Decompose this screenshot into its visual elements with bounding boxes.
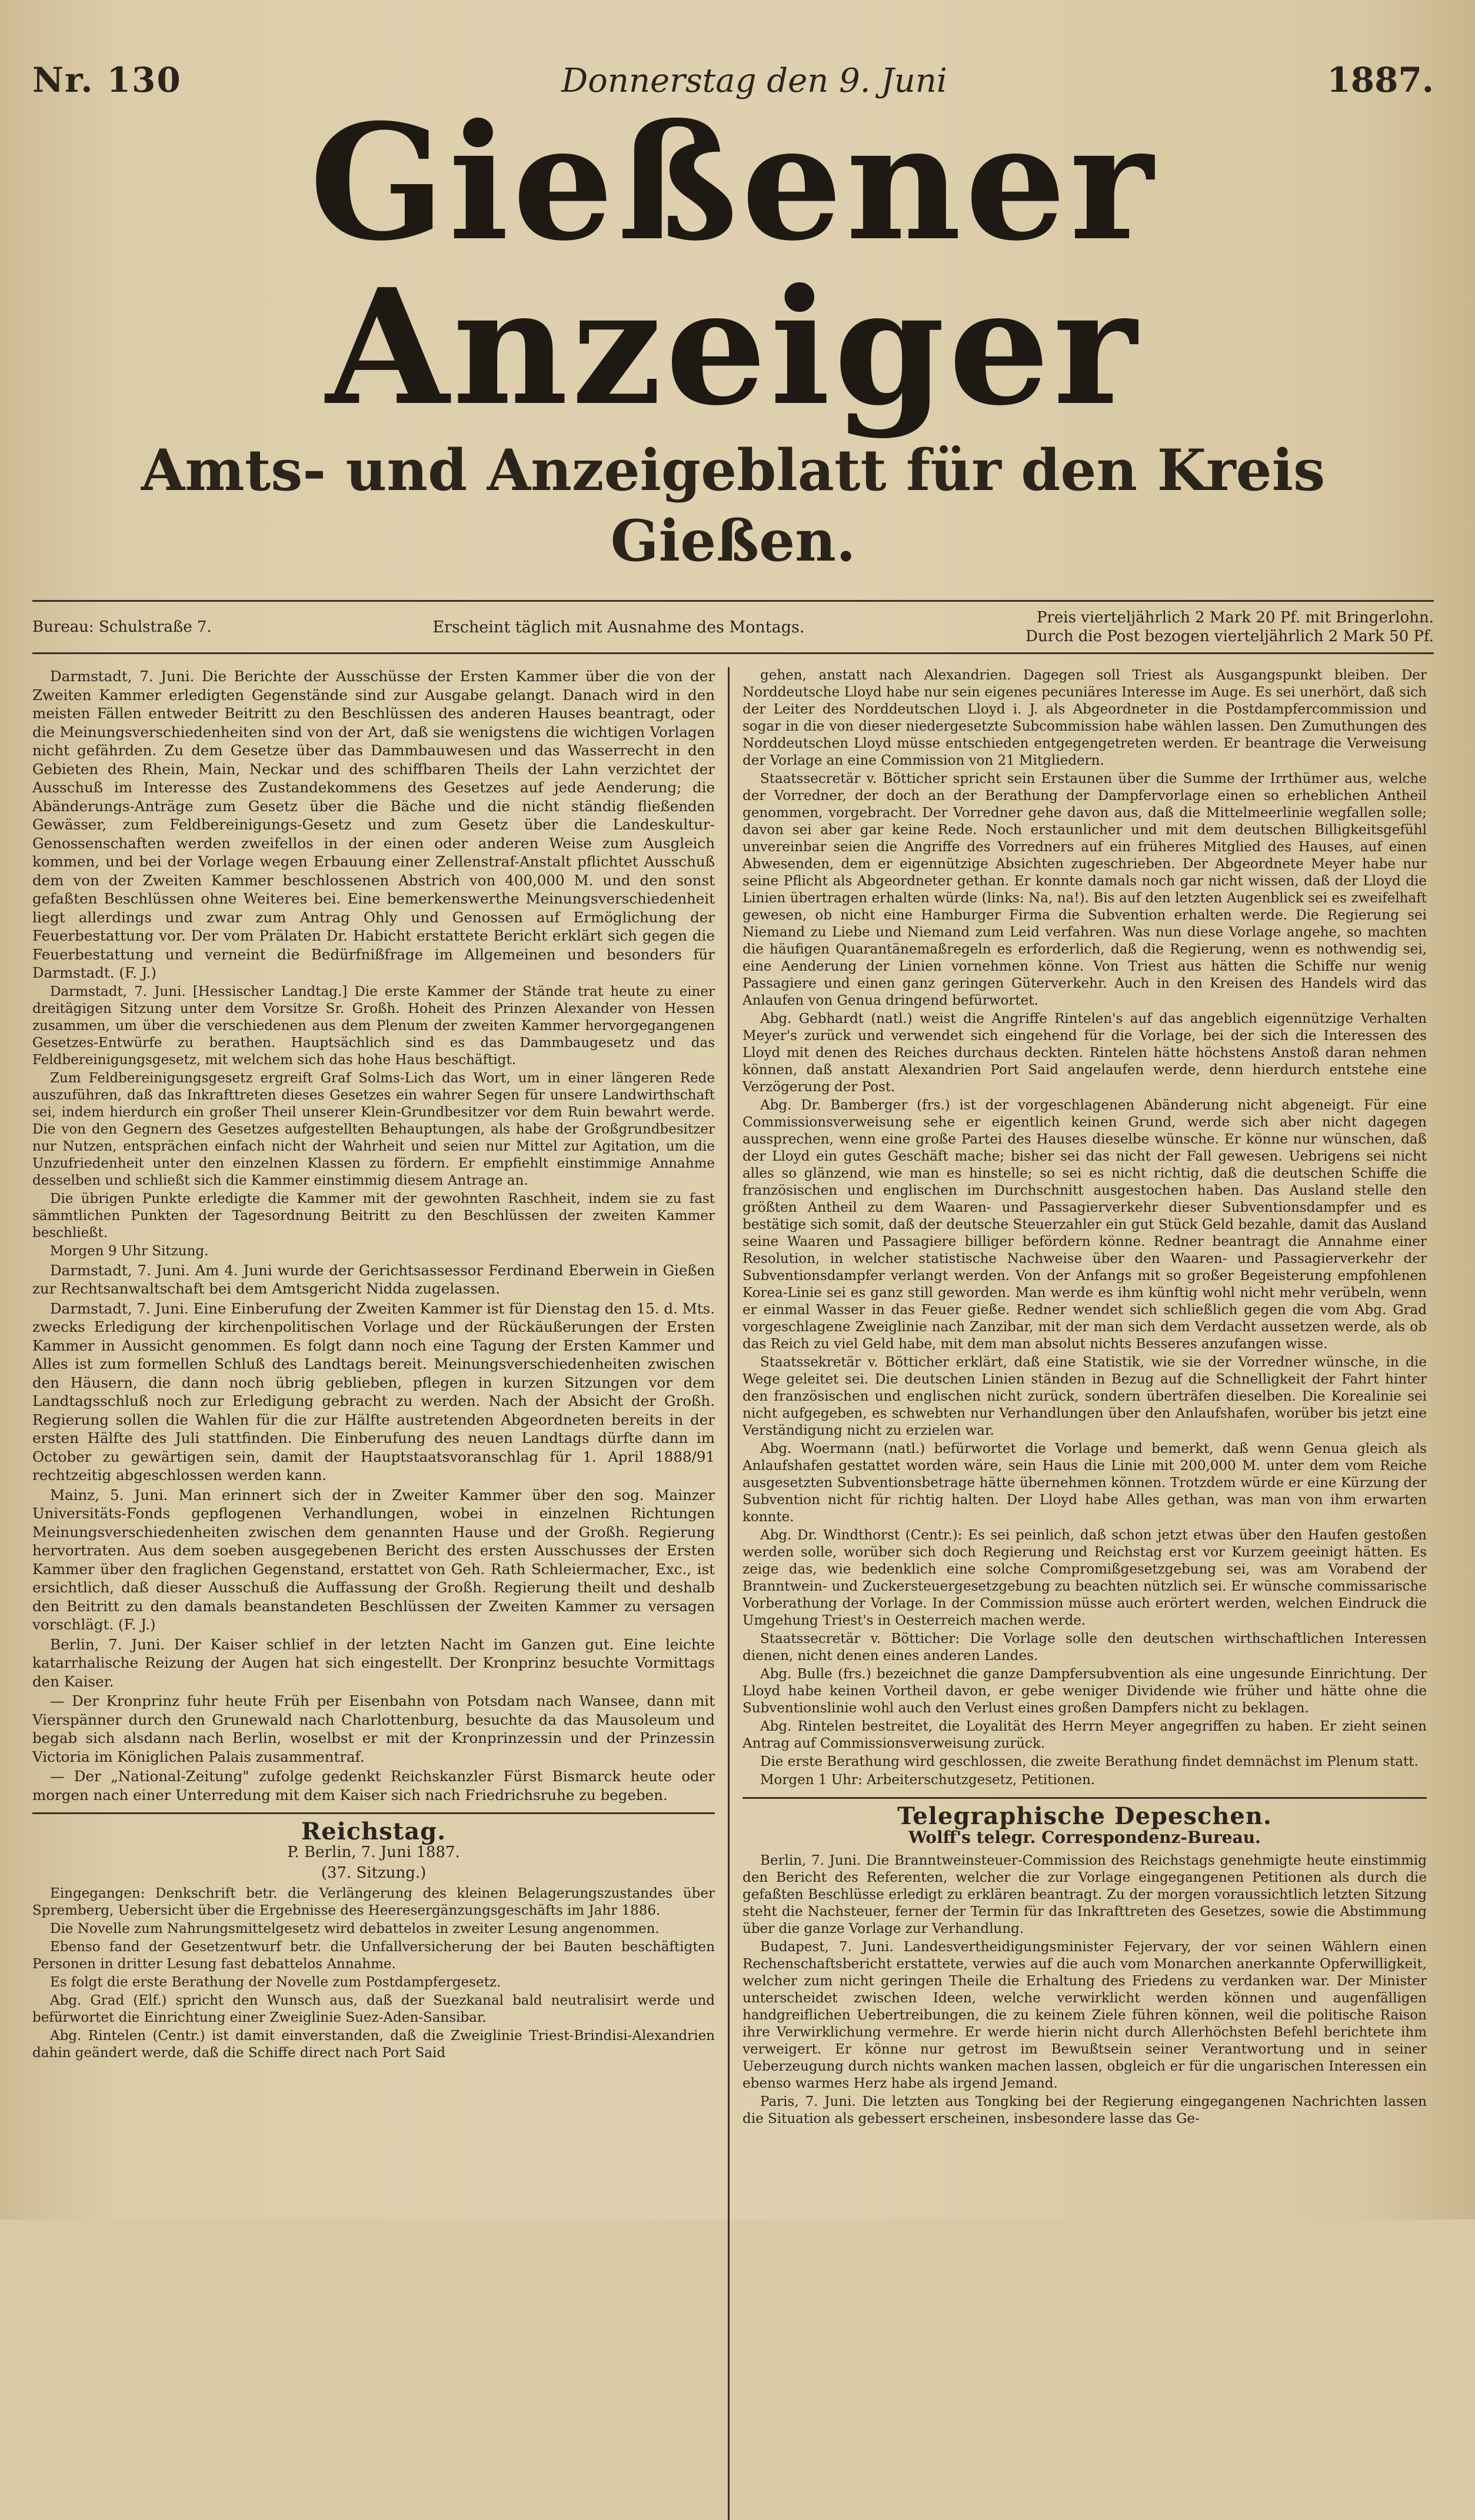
article-paragraph: Abg. Woermann (natl.) befürwortet die Vorlage und bemerkt, daß wenn Genua gleich als Anlaufshafen gestattet worden wäre, sein Haus die Linie mit 200,000 M. unter dem vom Reiche ausgesetzten Subventionsbetrage hätte übernehmen können. Trotzdem würde er eine Kürzung der Subvention nicht für richtig halten. Der Lloyd habe Alles gethan, was man von ihm erwarten konnte. [743, 1441, 1427, 1525]
article-paragraph: Darmstadt, 7. Juni. Die Berichte der Ausschüsse der Ersten Kammer über die von der Zweiten Kammer erledigten Gegenstände sind zur Ausgabe gelangt. Danach wird in den meisten Fällen entweder Beitritt zu den Beschlüssen des anderen Hauses beantragt, oder die Meinungsverschiedenheiten sind von der Art, daß sie wenigstens die wichtigen Vorlagen nicht gefährden. Zu dem Gesetze über das Dammbauwesen und das Wasserrecht in den Gebieten des Rhein, Main, Neckar und des schiffbaren Theils der Lahn verzichtet der Ausschuß im Interesse des Zustandekommens des Gesetzes auf jede Aenderung; die Abänderungs-Anträge zum Gesetz über die Bäche und die nicht ständig fließenden Gewässer, zum Feldbereinigungs-Gesetz und zum Gesetz über die Landeskultur-Genossenschaften werden zweifellos in der einen oder anderen Weise zum Ausgleich kommen, und bei der Vorlage wegen Erbauung einer Zellenstraf-Anstalt pflichtet Ausschuß dem von der Zweiten Kammer beschlossenen Abstrich von 400,000 M. und den sonst gefaßten Beschlüssen ohne Weiteres bei. Eine bemerkenswerthe Meinungsverschiedenheit liegt allerdings und zwar zum Antrag Ohly und Genossen auf Ermöglichung der Feuerbestattung vor. Der vom Prälaten Dr. Habicht erstattete Bericht erklärt sich gegen die Feuerbestattung und verneint die Bedürfnißfrage im Allgemeinen und besonders für Darmstadt. (F. J.) [32, 668, 715, 981]
issue-number: Nr. 130 [32, 60, 182, 100]
article-paragraph: Zum Feldbereinigungsgesetz ergreift Graf Solms-Lich das Wort, um in einer längeren Rede auszuführen, daß das Inkrafttreten dieses Gesetzes ein wahrer Segen für unsere Landwirthschaft sei, indem hierdurch ein großer Theil unserer Klein-Grundbesitzer vor dem Ruin bewahrt werde. Die von den Gegnern des Gesetzes aufgestellten Behauptungen, als habe der Großgrundbesitzer nur Nutzen, entsprächen einfach nicht der Wahrheit und seien nur Mittel zur Agitation, um die Unzufriedenheit unter den einzelnen Klassen zu fördern. Er empfiehlt einstimmige Annahme desselben und schließt sich die Kammer einstimmig diesem Antrage an. [32, 1070, 715, 1188]
reichstag-heading: Reichstag. [301, 1818, 447, 1845]
article-paragraph: Budapest, 7. Juni. Landesvertheidigungsminister Fejervary, der vor seinen Wählern einen Rechenschaftsbericht erstattete, verwies auf die auch vom Monarchen anerkannte Opferwilligkeit, welcher zum nicht geringen Theile die Erhaltung des Friedens zu verdanken war. Der Minister unterscheidet zwischen Ideen, welche verwirklicht werden können und augenfälligen handgreiflichen Uebertreibungen, die zu keinem Ziele führen können, weil die politische Raison ihre Verwirklichung vermehre. Er werde hierin nicht durch Allerhöchsten Befehl berichtete ihm verweigert. Er könne nur getrost im Bewußtsein seiner Verantwortung und in seiner Ueberzeugung durch nichts wanken machen lassen, obgleich er für die ungarischen Interessen ein ebenso warmes Herz habe als irgend Jemand. [743, 1939, 1427, 2091]
left-column [32, 667, 730, 2520]
article-paragraph: Staatssecretär v. Bötticher: Die Vorlage solle den deutschen wirthschaftlichen Interessen dienen, nicht denen eines anderen Landes. [743, 1631, 1427, 1664]
bureau-address: Bureau: Schulstraße 7. [32, 618, 212, 636]
article-paragraph: Staatssecretär v. Bötticher spricht sein Erstaunen über die Summe der Irrthümer aus, welche der Vorredner, der doch an der Berathung der Dampfervorlage einen so erheblichen Antheil genommen, vorgebracht. Der Vorredner gehe davon aus, daß die Mittelmeerlinie wegfallen solle; davon sei aber gar keine Rede. Noch erstaunlicher und mit dem deutschen Billigkeitsgefühl unvereinbar seien die Angriffe des Vorredners auf ein früheres Mitglied des Hauses, auf einen Abwesenden, dem er eigennützige Absichten zugeschrieben. Der Abgeordnete Meyer habe nur seine Pflicht als Abgeordneter gethan. Er konnte damals noch gar nicht wissen, daß der Lloyd die Linien übertragen erhalten würde (links: Na, na!). Bis auf den letzten Augenblick sei es zweifelhaft gewesen, ob nicht eine Hamburger Firma die Subvention erhalten werde. Die Regierung sei Niemand zu Liebe und Niemand zum Leid verfahren. Was nun diese Vorlage angehe, so machten die häufigen Quarantänemaßregeln es erforderlich, daß die Regierung, wenn es nothwendig sei, eine Aenderung der Linien vornehmen könne. Von Triest aus hätten die Schiffe nur wenig Passagiere und einen ganz geringen Güterverkehr. Auch in den Kreisen des Handels wird das Anlaufen von Genua dringend befürwortet. [743, 771, 1427, 1008]
article-paragraph: Mainz, 5. Juni. Man erinnert sich der in Zweiter Kammer über den sog. Mainzer Universitäts-Fonds gepflogenen Verhandlungen, wobei in einzelnen Richtungen Meinungsverschiedenheiten zwischen dem genannten Hause und der Großh. Regierung hervortraten. Aus dem soeben ausgegebenen Bericht des ersten Ausschusses der Ersten Kammer über den fraglichen Gegenstand, erstattet von Geh. Rath Schleiermacher, Exc., ist ersichtlich, daß dieser Ausschuß die Auffassung der Großh. Regierung theilt und deshalb den Beitritt zu den damals beanstandeten Beschlüssen der Zweiten Kammer zu versagen vorschlägt. (F. J.) [32, 1486, 715, 1633]
article-paragraph: Berlin, 7. Juni. Der Kaiser schlief in der letzten Nacht im Ganzen gut. Eine leichte katarrhalische Reizung der Augen hat sich eingestellt. Der Kronprinz besuchte Vormittags den Kaiser. [32, 1635, 715, 1690]
article-paragraph: Darmstadt, 7. Juni. [Hessischer Landtag.] Die erste Kammer der Stände trat heute zu einer dreitägigen Sitzung unter dem Vorsitze Sr. Großh. Hoheit des Prinzen Alexander von Hessen zusammen, um über die verschiedenen aus dem Plenum der zweiten Kammer hervorgegangenen Gesetzes-Entwürfe zu berathen. Hauptsächlich sind es das Dammbaugesetz und das Feldbereinigungsgesetz, mit welchem sich das hohe Haus beschäftigt. [32, 984, 715, 1068]
article-paragraph: Berlin, 7. Juni. Die Branntweinsteuer-Commission des Reichstags genehmigte heute einstimmig den Bericht des Referenten, welcher die zur Vorlage eingegangenen Petitionen als durch die gefaßten Beschlüsse erledigt zu erklären beantragt. Zu der morgen voraussichtlich letzten Sitzung steht die Nachsteuer, ferner der Termin für das Inkrafttreten des Gesetzes, sowie die Abstimmung über die ganze Vorlage zur Verhandlung. [743, 1853, 1427, 1936]
article-paragraph: Paris, 7. Juni. Die letzten aus Tongking bei der Regierung eingegangenen Nachrichten lassen die Situation als gebessert erscheinen, insbesondere lasse das Ge- [743, 2094, 1427, 2126]
article-paragraph: Morgen 9 Uhr Sitzung. [50, 1243, 209, 1259]
issue-year: 1887. [1327, 60, 1434, 100]
article-paragraph: Morgen 1 Uhr: Arbeiterschutzgesetz, Petitionen. [760, 1772, 1096, 1788]
article-paragraph: — Der Kronprinz fuhr heute Früh per Eisenbahn von Potsdam nach Wansee, dann mit Vierspänner durch den Grunewald nach Charlottenburg, besuchte da das Mausoleum und begab sich alsdann nach Berlin, woselbst er mit der Kronprinzessin und der Prinzessin Victoria im Königlichen Palais zusammentraf. [32, 1692, 715, 1765]
reichstag-session: (37. Sitzung.) [321, 1864, 427, 1882]
masthead-subtitle: Amts- und Anzeigeblatt für den Kreis Gießen. [141, 437, 1326, 574]
price-line-2: Durch die Post bezogen vierteljährlich 2 Mark 50 Pf. [1025, 628, 1434, 645]
article-paragraph: Die Novelle zum Nahrungsmittelgesetz wird debattelos in zweiter Lesung angenommen. [50, 1921, 660, 1936]
article-paragraph: Eingegangen: Denkschrift betr. die Verlängerung des kleinen Belagerungszustandes über Spremberg, Uebersicht über die Ergebnisse des Heeresergänzungsgeschäfts im Jahr 1886. [32, 1885, 715, 1918]
publication-frequency: Erscheint täglich mit Ausnahme des Montags. [432, 618, 805, 636]
article-paragraph: Staatssekretär v. Bötticher erklärt, daß eine Statistik, wie sie der Vorredner wünsche, in die Wege geleitet sei. Die deutschen Linien ständen in Bezug auf die Schnelligkeit der Fahrt hinter den französischen und englischen nicht zurück, sondern überträfen dieselben. Die Korealinie sei nicht aufgegeben, es schwebten nur Verhandlungen über den Anlaufshafen, worüber bis jetzt eine Verständigung nicht zu erzielen war. [743, 1355, 1427, 1438]
masthead-title: Gießener Anzeiger [309, 89, 1157, 441]
columns [32, 667, 1434, 2520]
info-row [32, 600, 1434, 654]
price-info [1025, 608, 1434, 646]
section-divider [32, 1812, 715, 1814]
article-paragraph: — Der „National-Zeitung" zufolge gedenkt Reichskanzler Fürst Bismarck heute oder morgen nach einer Unterredung mit dem Kaiser sich nach Friedrichsruhe zu begeben. [32, 1768, 715, 1804]
article-paragraph: gehen, anstatt nach Alexandrien. Dagegen soll Triest als Ausgangspunkt bleiben. Der Norddeutsche Lloyd habe nur sein eigenes pecuniäres Interesse im Auge. Es sei unerhört, daß sich der Leiter des Norddeutschen Lloyd i. J. als Abgeordneter in die Postdampfercommission und sogar in die von dieser niedergesetzte Subcommission habe wählen lassen. Den Zumuthungen des Norddeutschen Lloyd müsse entschieden entgegengetreten werden. Er beantrage die Verweisung der Vorlage an eine Commission von 21 Mitgliedern. [743, 668, 1427, 768]
issue-date: Donnerstag den 9. Juni [561, 62, 947, 100]
telegrams-heading: Telegraphische Depeschen. [897, 1802, 1272, 1830]
article-paragraph: Abg. Bulle (frs.) bezeichnet die ganze Dampfersubvention als eine ungesunde Einrichtung. Der Lloyd habe keinen Vortheil davon, er gebe weniger Dividende wie früher und hätte ohne die Subventionslinie wohl auch den Verlust eines großen Dampfers nicht zu beklagen. [743, 1666, 1427, 1716]
price-line-1: Preis vierteljährlich 2 Mark 20 Pf. mit Bringerlohn. [1036, 609, 1434, 626]
reichstag-dateline: P. Berlin, 7. Juni 1887. [287, 1843, 460, 1861]
telegrams-agency: Wolff's telegr. Correspondenz-Bureau. [908, 1827, 1261, 1847]
article-paragraph: Darmstadt, 7. Juni. Am 4. Juni wurde der Gerichtsassessor Ferdinand Eberwein in Gießen zur Rechtsanwaltschaft bei dem Amtsgericht Nidda zugelassen. [32, 1261, 715, 1297]
article-paragraph: Die erste Berathung wird geschlossen, die zweite Berathung findet demnächst im Plenum statt. [760, 1754, 1419, 1769]
article-paragraph: Die übrigen Punkte erledigte die Kammer mit der gewohnten Raschheit, indem sie zu fast sämmtlichen Punkten der Tagesordnung Beitritt zu den Beschlüssen der zweiten Kammer beschließt. [32, 1191, 715, 1241]
article-paragraph: Es folgt die erste Berathung der Novelle zum Postdampfergesetz. [50, 1974, 501, 1990]
article-paragraph: Abg. Dr. Bamberger (frs.) ist der vorgeschlagenen Abänderung nicht abgeneigt. Für eine Commissionsverweisung sehe er eigentlich keinen Grund, werde sich aber nicht dagegen aussprechen, wenn eine große Partei des Hauses dieselbe wünsche. Er könne nur wünschen, daß der Lloyd ein gutes Geschäft mache; bisher sei das nicht der Fall gewesen. Uebrigens sei nicht alles so glänzend, wie man es hinstelle; so sei es nicht richtig, daß die deutschen Schiffe die französischen und englischen im Durchschnitt ausgestochen haben. Das Ausland stelle den größten Antheil zu dem Waaren- und Passagierverkehr dieser Subventionsdampfer und es bestätige sich somit, daß der deutsche Steuerzahler ein gut Stück Geld bezahle, damit das Ausland seine Waaren und Passagiere billiger befördern könne. Redner beantragt die Annahme einer Resolution, in welcher statistische Nachweise über den Waaren- und Passagierverkehr der Subventionsdampfer verlangt werden. Von der Anfangs mit so großer Begeisterung empfohlenen Korea-Linie sei es ganz still geworden. Man werde es ihm künftig wohl nicht mehr verübeln, wenn er einmal Wasser in das Feuer gieße. Redner wendet sich schließlich gegen die vom Abg. Grad vorgeschlagene Zweiglinie nach Zanzibar, mit der man sich dem Verdacht aussetzen werde, als ob das Reich zu viel Geld habe, mit dem man absolut nichts Besseres anzufangen wisse. [743, 1098, 1427, 1352]
article-paragraph: Ebenso fand der Gesetzentwurf betr. die Unfallversicherung der bei Bauten beschäftigten Personen in dritter Lesung fast debattelos Annahme. [32, 1939, 715, 1972]
article-paragraph: Abg. Dr. Windthorst (Centr.): Es sei peinlich, daß schon jetzt etwas über den Haufen gestoßen werden solle, worüber sich doch Regierung und Reichstag erst vor Kurzem geeinigt hätten. Es zeige das, wie bedenklich eine solche Compromißgesetzgebung sei, was am Vorabend der Branntwein- und Zuckersteuergesetzgebung zu beachten nützlich sei. Er wünsche commissarische Vorberathung der Vorlage. In der Commission müsse auch erörtert werden, welchen Eindruck die Umgehung Triest's in Oesterreich machen werde. [743, 1528, 1427, 1628]
article-paragraph: Abg. Rintelen (Centr.) ist damit einverstanden, daß die Zweiglinie Triest-Brindisi-Alexandrien dahin geändert werde, daß die Schiffe direct nach Port Said [32, 2028, 715, 2061]
article-paragraph: Abg. Rintelen bestreitet, die Loyalität des Herrn Meyer angegriffen zu haben. Er zieht seinen Antrag auf Commissionsverweisung zurück. [743, 1719, 1427, 1751]
article-paragraph: Darmstadt, 7. Juni. Eine Einberufung der Zweiten Kammer ist für Dienstag den 15. d. Mts. zwecks Erledigung der kirchenpolitischen Vorlage und der Rückäußerungen der Ersten Kammer in Aussicht genommen. Es folgt dann noch eine Tagung der Ersten Kammer und Alles ist zum formellen Schluß des Landtags bereit. Meinungsverschiedenheiten zwischen den Häusern, die dann noch übrig geblieben, pflegen in kurzen Sitzungen vor dem Landtagsschluß noch zur Erledigung gebracht zu werden. Nach der Absicht der Großh. Regierung sollen die Wahlen für die zur Hälfte austretenden Abgeordneten bereits in der ersten Hälfte des Juli stattfinden. Die Einberufung des neuen Landtags dürfte dann im October zu gewärtigen sein, damit der Hauptstaatsvoranschlag für 1. April 1888/91 rechtzeitig abgeschlossen werden kann. [32, 1299, 715, 1484]
section-divider [743, 1797, 1427, 1799]
right-column [730, 667, 1427, 2520]
article-paragraph: Abg. Grad (Elf.) spricht den Wunsch aus, daß der Suezkanal bald neutralisirt werde und befürwortet die Einrichtung einer Zweiglinie Suez-Aden-Sansibar. [32, 1992, 715, 2025]
article-paragraph: Abg. Gebhardt (natl.) weist die Angriffe Rintelen's auf das angeblich eigennützige Verhalten Meyer's zurück und verwendet sich eingehend für die Vorlage, bei der sich die Interessen des Lloyd mit denen des Reiches durchaus deckten. Rintelen hätte höchstens Anstoß daran nehmen können, daß anstatt Alexandrien Port Said angelaufen werde, denn hierdurch entstehe eine Verzögerung der Post. [743, 1011, 1427, 1095]
